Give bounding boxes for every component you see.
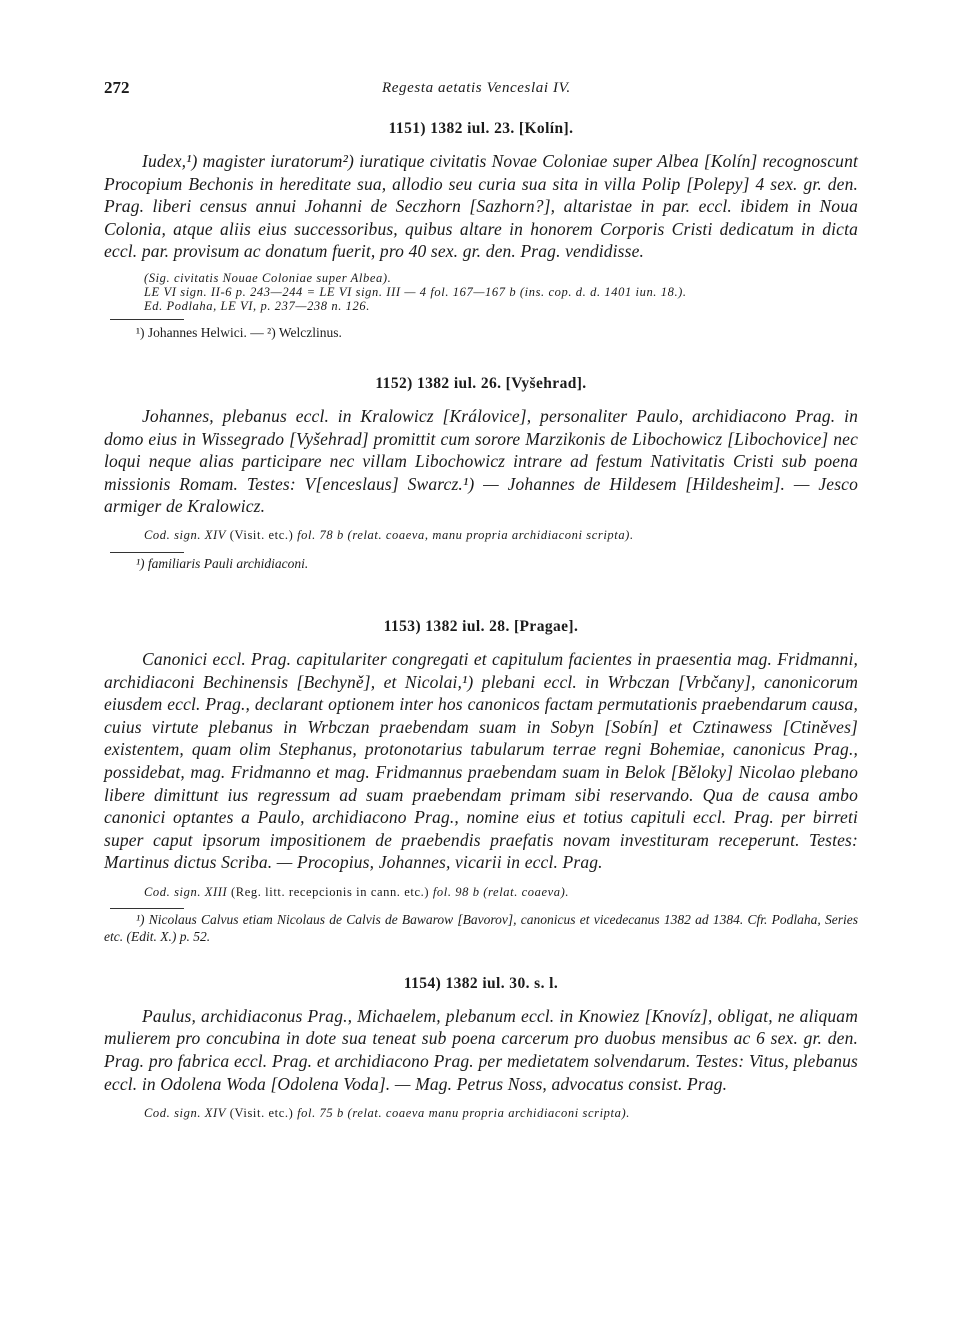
entry-source [104,883,858,901]
source-suffix: fol. 98 b (relat. coaeva). [432,884,570,899]
entry-source [104,1104,858,1122]
entry-1153 [104,618,858,945]
entry-1152 [104,375,858,572]
source-suffix: fol. 75 b (relat. coaeva manu propria archidiaconi scripta). [297,1106,630,1121]
source-suffix: fol. 78 b (relat. coaeva, manu propria archidiaconi scripta). [297,527,634,542]
source-plain: (Visit. etc.) [226,1106,298,1121]
source-plain: (Reg. litt. recepcionis in cann. etc.) [227,884,433,899]
entry-text: Paulus, archidiaconus Prag., Michaelem, plebanum eccl. in Knowiez [Knovíz], obligat, ne aliquam mulierem pro concubina in dote sua teneat sub poena carcerum pro duobus mensibus ac 6 sex. gr. den. Prag. pro fabrica eccl. Prag. et archidiacono Prag. per medietatem solvendarum. Testes: Vitus, plebanus eccl. in Odolena Woda [Odolena Voda]. — Mag. Petrus Noss, advocatus consist. Prag. [104,1005,858,1094]
entry-heading: 1152) 1382 iul. 26. [Vyšehrad]. [375,374,587,392]
entry-source [104,526,858,544]
entry-text: Canonici eccl. Prag. capitulariter congregati et capitulum facientes in praesentia mag. Fridmanni, archidiaconi Bechinensis [Bechyně], et Nicolai,¹) plebani eccl. in Wrbczan [Vrbčany], canonicorum eiusdem eccl. Prag., declarant optionem inter hos canonicos factam permutationis praebendarum causa, cuius virtute plebanus in Wrbczan praebendam suam in Sobyn [Sobín] et Cztinawess [Ctiněves] existentem, quam olim Stephanus, protonotarius tabularum terrae regni Bohemiae, canonicus Prag., possidebat, mag. Fridmanno et mag. Fridmannus praebendam suam in Belok [Běloky] Nicolao plebano libere dimittunt ius regressum ad suam praebendam primam sibi reservando. Qua de causa ambo canonici optantes a Paulo, archidiacono Prag., nomine eius et totius capituli eccl. Prag. per birreti super caput ipsorum impositionem de praebendis praefatis novam investituram receperunt. Testes: Martinus dictus Scriba. — Procopius, Johannes, vicarii in eccl. Prag. [104,648,858,873]
entry-heading: 1153) 1382 iul. 28. [Pragae]. [383,617,579,635]
entry-heading: 1154) 1382 iul. 30. s. l. [403,974,559,992]
source-prefix: Cod. sign. XIV [144,527,227,542]
entry-sources [104,271,858,313]
source-plain: (Visit. etc.) [226,527,298,542]
running-title: Regesta aetatis Venceslai IV. [382,80,571,96]
page-number: 272 [104,78,130,97]
source-prefix: Cod. sign. XIV [144,1106,227,1121]
entry-1154 [104,975,858,1122]
footnote-rule [110,319,184,320]
running-header [104,78,858,104]
entry-text: Iudex,¹) magister iuratorum²) iuratique civitatis Novae Coloniae super Albea [Kolín] recognoscunt Procopium Bechonis in hereditate sua, allodio seu curia sua sita in villa Polip [Polepy] 4 sex. gr. den. Prag. liberi census annui Johanni de Seczhorn [Sazhorn?], altaristae in par. eccl. ibidem in Noua Colonia, atque aliis eius successoribus, quibus altare in honorem Corporis Cristi dedicatum in dicta eccl. par. provisum ac donatum fuerit, pro 40 sex. gr. den. Prag. vendidisse. [104,151,858,262]
footnote-rule [110,552,184,553]
footnote-rule [110,908,184,909]
entry-text: Johannes, plebanus eccl. in Kralowicz [Královice], personaliter Paulo, archidiacono Prag. in domo eius in Wissegrado [Vyšehrad] promittit cum sorore Marzikonis de Libochowicz [Libochovice] nec loqui neque alias participare nec villam Libochowicz intrare ad festum Nativitatis Cristi sub poena missionis Romam. Testes: V[enceslaus] Swarcz.¹) — Johannes de Hildesem [Hildesheim]. — Jesco armiger de Kralowicz. [104,405,858,517]
entry-1151 [104,120,858,341]
footnote: ¹) Johannes Helwici. — ²) Welczlinus. [136,324,342,340]
footnote: ¹) familiaris Pauli archidiaconi. [136,555,309,571]
entry-heading: 1151) 1382 iul. 23. [Kolín]. [388,120,574,137]
source-line: Ed. Podlaha, LE VI, p. 237—238 n. 126. [144,298,370,313]
source-line: (Sig. civitatis Nouae Coloniae super Albea). [144,270,392,285]
document-page [104,78,858,1122]
source-prefix: Cod. sign. XIII [144,884,228,899]
footnote: ¹) Nicolaus Calvus etiam Nicolaus de Calvis de Bawarow [Bavorov], canonicus et vicedecanus 1382 ad 1384. Cfr. Podlaha, Series etc. (Edit. X.) p. 52. [104,911,858,944]
source-line: LE VI sign. II-6 p. 243—244 = LE VI sign. III — 4 fol. 167—167 b (ins. cop. d. d. 1401 iun. 18.). [144,284,687,299]
